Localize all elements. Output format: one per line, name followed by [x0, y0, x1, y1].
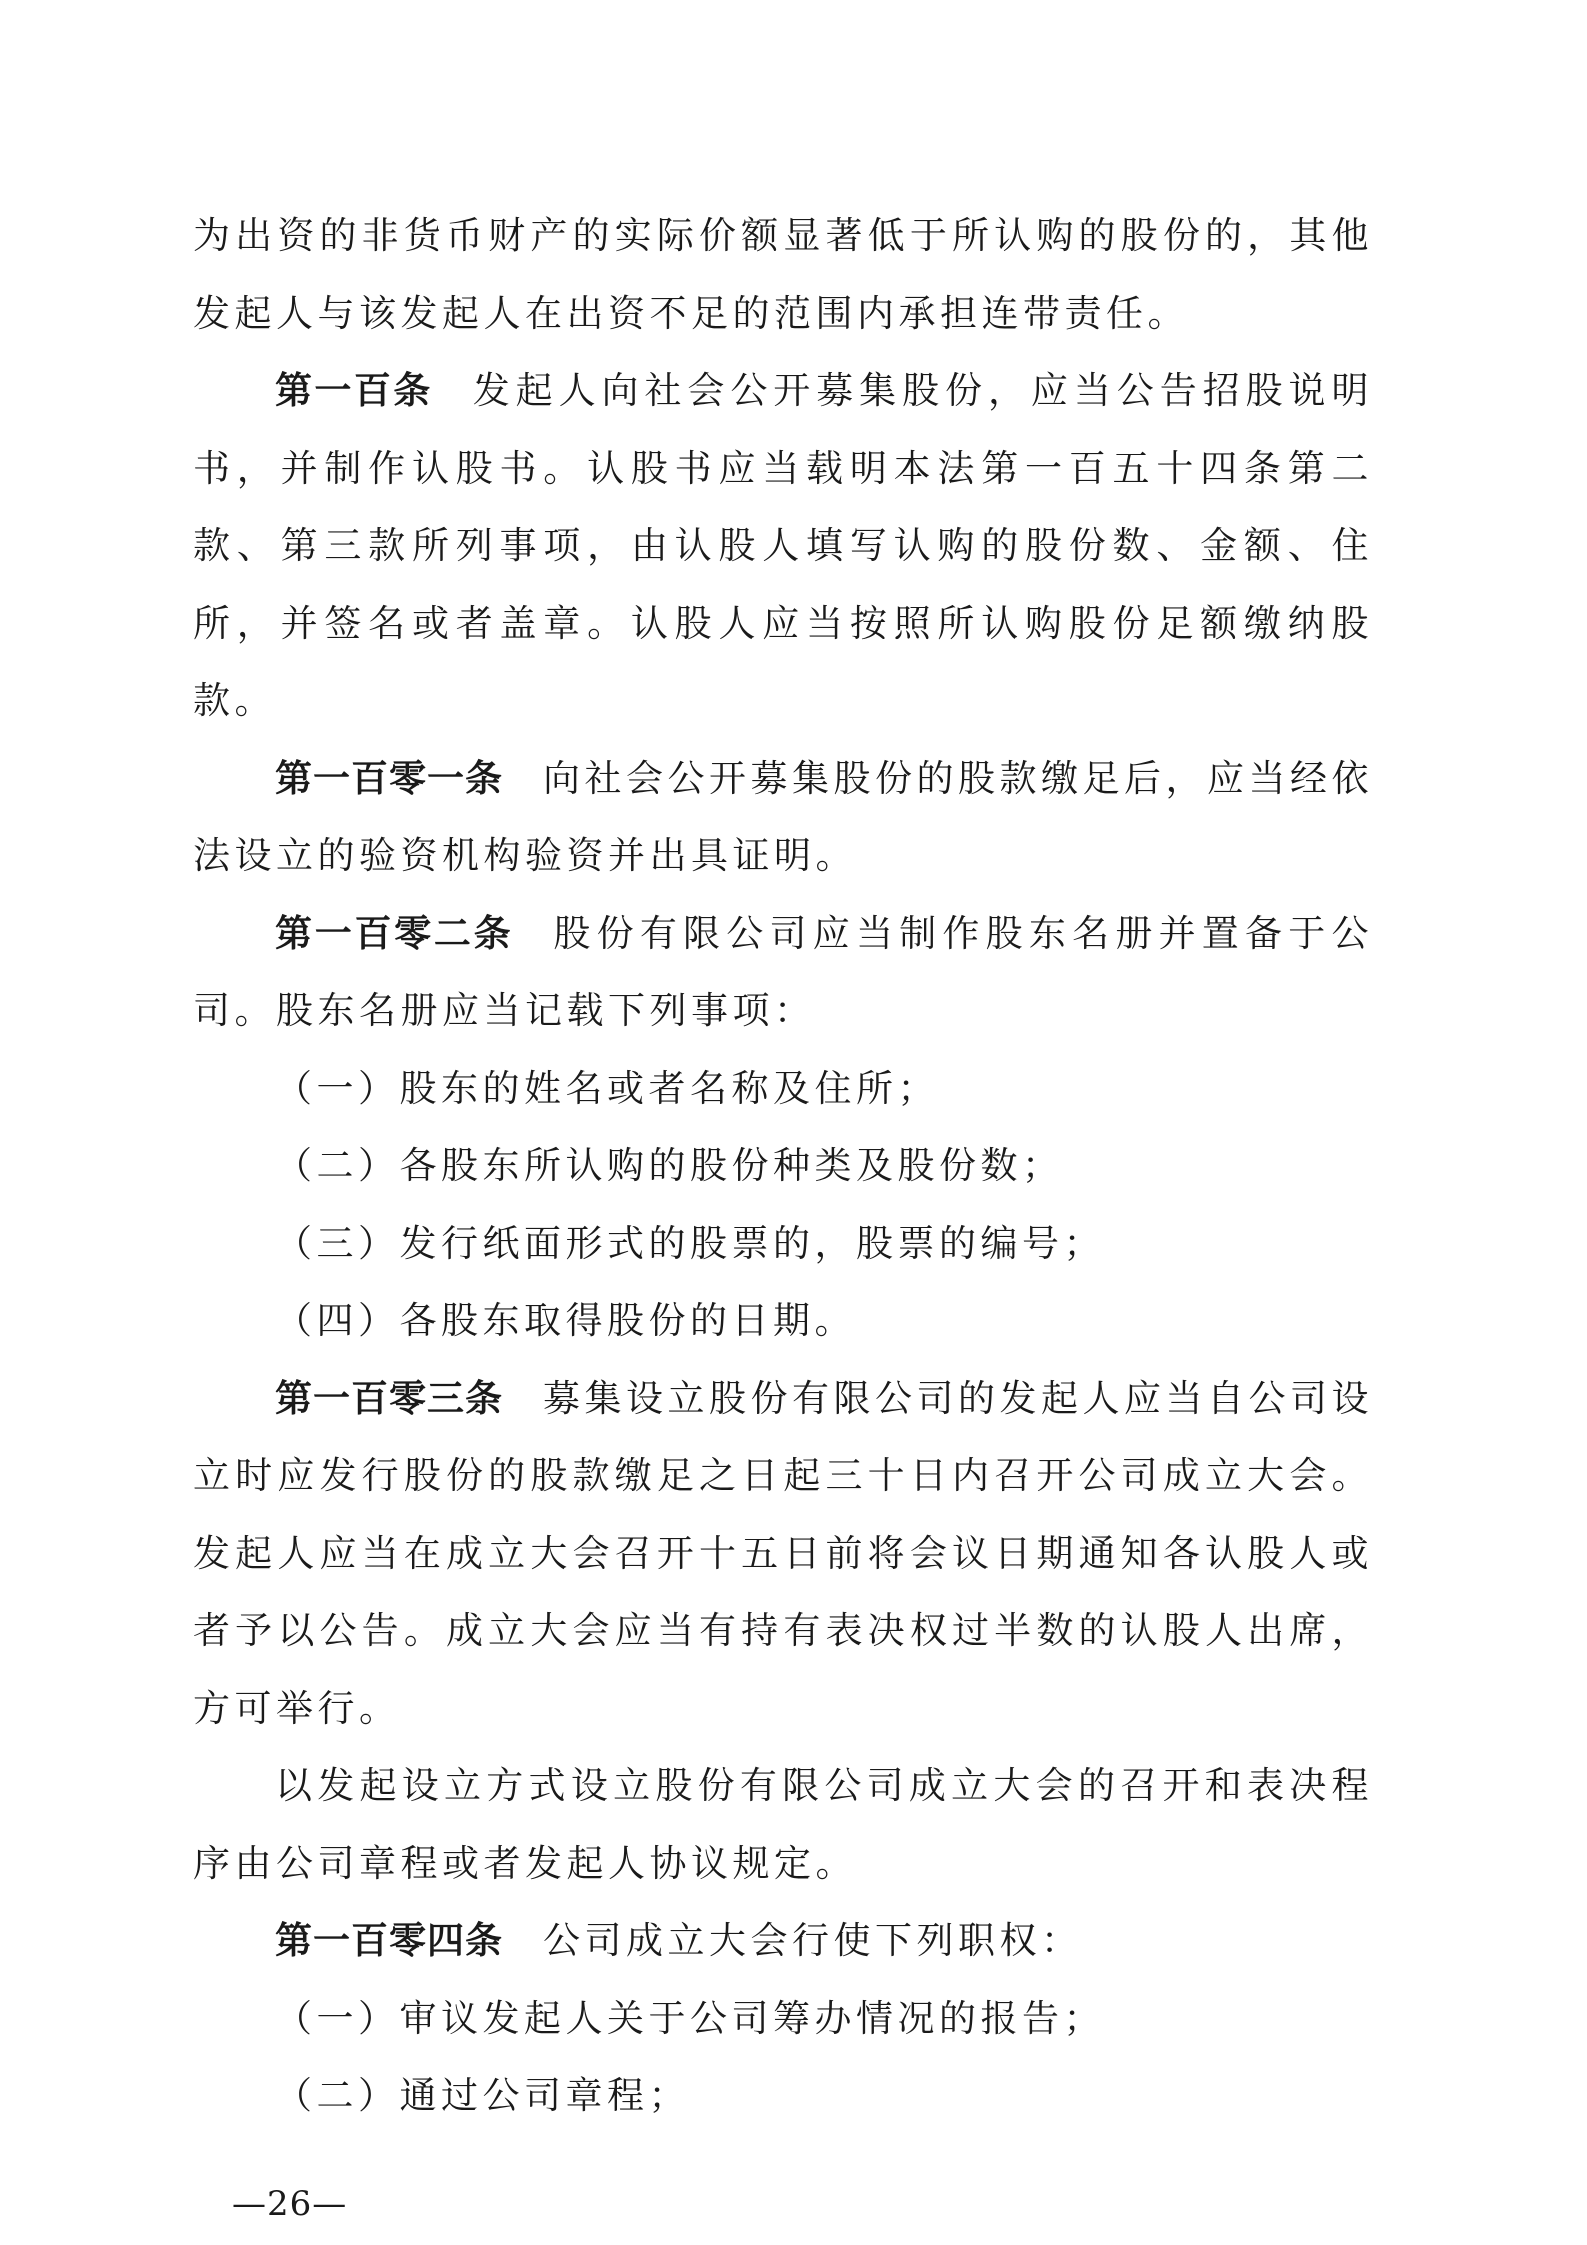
document-page: [193, 197, 1373, 2135]
article-heading: 第一百零一条: [275, 756, 503, 800]
article-heading: 第一百零四条: [275, 1919, 503, 1962]
article-102: [193, 895, 1373, 1050]
list-item: [193, 1980, 1373, 2058]
article-text: 募集设立股份有限公司的发起人应当自公司设立时应发行股份的股款缴足之日起三十日内召开公司成立大会。发起人应当在成立大会召开十五日前将会议日期通知各认股人或者予以公告。成立大会应当有持有表决权过半数的认股人出席，方可举行。: [193, 1376, 1373, 1730]
list-item: [193, 1050, 1373, 1128]
article-text: 公司成立大会行使下列职权：: [543, 1919, 1083, 1962]
paragraph-text: 为出资的非货币财产的实际价额显著低于所认购的股份的，其他发起人与该发起人在出资不足的范围内承担连带责任。: [193, 214, 1373, 335]
paragraph-text: 以发起设立方式设立股份有限公司成立大会的召开和表决程序由公司章程或者发起人协议规定。: [193, 1764, 1373, 1885]
list-item-text: （一）审议发起人关于公司筹办情况的报告；: [275, 1996, 1105, 2040]
list-item-text: （三）发行纸面形式的股票的，股票的编号；: [275, 1221, 1105, 1265]
article-100: [193, 352, 1373, 740]
page-number: —26—: [232, 2184, 348, 2224]
list-item: [193, 1205, 1373, 1283]
article-text: 股份有限公司应当制作股东名册并置备于公司。股东名册应当记载下列事项：: [193, 911, 1373, 1032]
article-text: 向社会公开募集股份的股款缴足后，应当经依法设立的验资机构验资并出具证明。: [193, 756, 1373, 877]
article-103: [193, 1360, 1373, 1748]
list-item-text: （二）各股东所认购的股份种类及股份数；: [275, 1144, 1064, 1187]
paragraph: [193, 1747, 1373, 1902]
article-101: [193, 740, 1373, 895]
article-heading: 第一百条: [275, 369, 433, 412]
list-item-text: （四）各股东取得股份的日期。: [275, 1299, 856, 1342]
article-104: [193, 1902, 1373, 1980]
article-heading: 第一百零三条: [275, 1376, 503, 1420]
article-text: 发起人向社会公开募集股份，应当公告招股说明书，并制作认股书。认股书应当载明本法第一百五十四条第二款、第三款所列事项，由认股人填写认购的股份数、金额、住所，并签名或者盖章。认股人应当按照所认购股份足额缴纳股款。: [193, 369, 1373, 722]
list-item-text: （一）股东的姓名或者名称及住所；: [275, 1066, 939, 1110]
list-item: [193, 1127, 1373, 1205]
list-item-text: （二）通过公司章程；: [275, 2074, 690, 2117]
paragraph-continuation: [193, 197, 1373, 352]
article-heading: 第一百零二条: [275, 911, 514, 955]
list-item: [193, 1282, 1373, 1360]
list-item: [193, 2057, 1373, 2135]
